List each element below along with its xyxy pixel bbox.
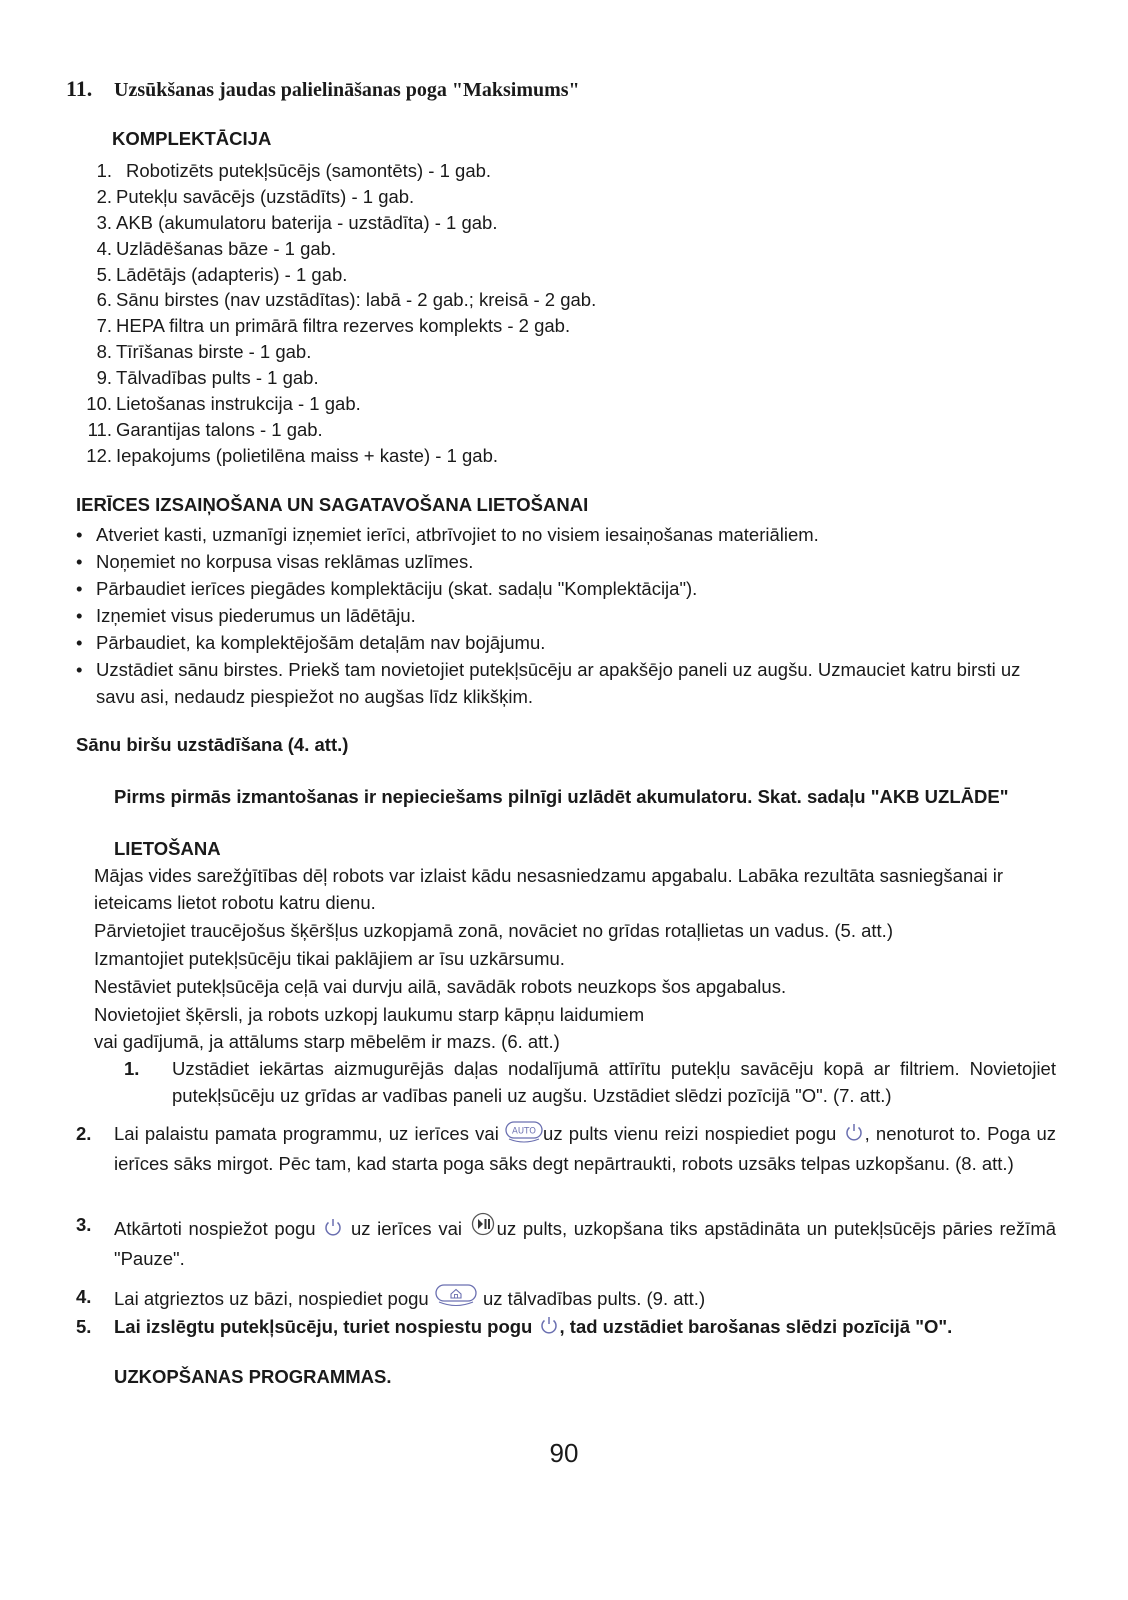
list-item: • Pārbaudiet ierīces piegādes komplektāciju (skat. sadaļu "Komplektācija"). — [76, 578, 698, 599]
usage-line: Izmantojiet putekļsūcēju tikai paklājiem ar īsu uzkārsumu. — [94, 948, 565, 969]
usage-line: Nestāviet putekļsūcēja ceļā vai durvju ailā, savādāk robots neuzkops šos apgabalus. — [94, 976, 787, 997]
power-icon — [843, 1121, 865, 1151]
usage-line: Mājas vides sarežģītības dēļ robots var izlaist kādu nesasniedzamu apgabalu. Labāka rezultāta sasniegšanai ir — [94, 865, 1004, 886]
play-pause-icon — [469, 1212, 497, 1246]
usage-line: ieteicams lietot robotu katru dienu. — [94, 892, 376, 913]
kit-title: KOMPLEKTĀCIJA — [112, 128, 272, 149]
list-item: • Pārbaudiet, ka komplektējošām detaļām nav bojājumu. — [76, 632, 546, 653]
unpack-list — [76, 522, 1056, 711]
list-item: 9. Tālvadības pults - 1 gab. — [96, 367, 319, 389]
list-item: 3. AKB (akumulatoru baterija - uzstādīta) - 1 gab. — [96, 211, 498, 233]
side-brush-caption: Sānu biršu uzstādīšana (4. att.) — [76, 734, 349, 755]
auto-button-label: AUTO — [512, 1126, 536, 1137]
usage-line: Novietojiet šķērsli, ja robots uzkopj laukumu starp kāpņu laidumiem — [94, 1004, 645, 1025]
list-item: 4. Uzlādēšanas bāze - 1 gab. — [96, 237, 337, 259]
power-icon — [322, 1216, 344, 1246]
list-item: • Uzstādiet sānu birstes. Priekš tam novietojiet putekļsūcēju ar apakšējo paneli uz augšu. Uzmauciet katru birsti uz savu asi, nedaudz piespiežot no augšas līdz klikšķim. — [76, 659, 1021, 707]
list-item: • Noņemiet no korpusa visas reklāmas uzlīmes. — [76, 551, 474, 572]
list-item: • Izņemiet visus piederumus un lādētāju. — [76, 605, 416, 626]
kit-list — [60, 158, 596, 469]
usage-step-2: 2. Lai palaistu pamata programmu, uz ierīces vai AUTO uz pults vienu reizi nospiediet pogu , nenoturot to. Poga uz ierīces sāks mirgot. Pēc tam, kad starta poga sāks degt nepārtraukti, robots uzsāks telpas uzkopšanu. (8. att.) — [76, 1123, 1057, 1174]
list-item: 12. Iepakojums (polietilēna maiss + kaste) - 1 gab. — [86, 444, 499, 466]
usage-line: vai gadījumā, ja attālums starp mēbelēm ir mazs. (6. att.) — [94, 1031, 560, 1052]
list-item: 10. Lietošanas instrukcija - 1 gab. — [86, 393, 361, 415]
section-heading-11 — [66, 76, 580, 102]
usage-title: LIETOŠANA — [114, 838, 221, 859]
usage-step-5: 5. Lai izslēgtu putekļsūcēju, turiet nospiestu pogu , tad uzstādiet barošanas slēdzi pozīcijā "O". — [76, 1314, 1056, 1344]
usage-step-4: 4. Lai atgrieztos uz bāzi, nospiediet pogu uz tālvadības pults. (9. att.) — [76, 1284, 1056, 1316]
list-item: 2. Putekļu savācējs (uzstādīts) - 1 gab. — [96, 185, 415, 207]
programs-title: UZKOPŠANAS PROGRAMMAS. — [114, 1366, 392, 1387]
auto-button-icon — [505, 1121, 543, 1151]
home-button-icon — [434, 1284, 478, 1316]
page-number: 90 — [549, 1438, 579, 1468]
list-item: 7. HEPA filtra un primārā filtra rezerves komplekts - 2 gab. — [96, 315, 571, 337]
list-item: 1. Robotizēts putekļsūcējs (samontēts) - 1 gab. — [96, 160, 492, 181]
list-item: 11. Garantijas talons - 1 gab. — [87, 418, 323, 440]
usage-step-3: 3. Atkārtoti nospiežot pogu uz ierīces vai uz pults, uzkopšana tiks apstādināta un putekļsūcējs pāries režīmā "Pauze". — [76, 1214, 1057, 1269]
heading-number: 11. — [66, 76, 93, 101]
list-item: • Atveriet kasti, uzmanīgi izņemiet ierīci, atbrīvojiet to no visiem iesaiņošanas materiāliem. — [76, 524, 819, 545]
list-item: 6. Sānu birstes (nav uzstādītas): labā - 2 gab.; kreisā - 2 gab. — [96, 289, 597, 311]
usage-line: Pārvietojiet traucējošus šķēršļus uzkopjamā zonā, novāciet no grīdas rotaļlietas un vadus. (5. att.) — [94, 920, 893, 941]
list-item: 8. Tīrīšanas birste - 1 gab. — [96, 341, 312, 363]
unpack-title: IERĪCES IZSAIŅOŠANA UN SAGATAVOŠANA LIETOŠANAI — [76, 494, 589, 515]
heading-title: Uzsūkšanas jaudas palielināšanas poga "Maksimums" — [114, 79, 580, 101]
power-icon — [538, 1314, 560, 1344]
charge-note: Pirms pirmās izmantošanas ir nepieciešams pilnīgi uzlādēt akumulatoru. Skat. sadaļu "AKB UZLĀDE" — [114, 786, 1009, 807]
usage-step-1: 1. Uzstādiet iekārtas aizmugurējās daļas nodalījumā attīrītu putekļu savācēju kopā ar filtriem. Novietojiet putekļsūcēju uz grīdas ar vadības paneli uz augšu. Uzstādiet slēdzi pozīcijā "O". (7. att.) — [124, 1058, 1056, 1106]
list-item: 5. Lādētājs (adapteris) - 1 gab. — [96, 263, 348, 285]
